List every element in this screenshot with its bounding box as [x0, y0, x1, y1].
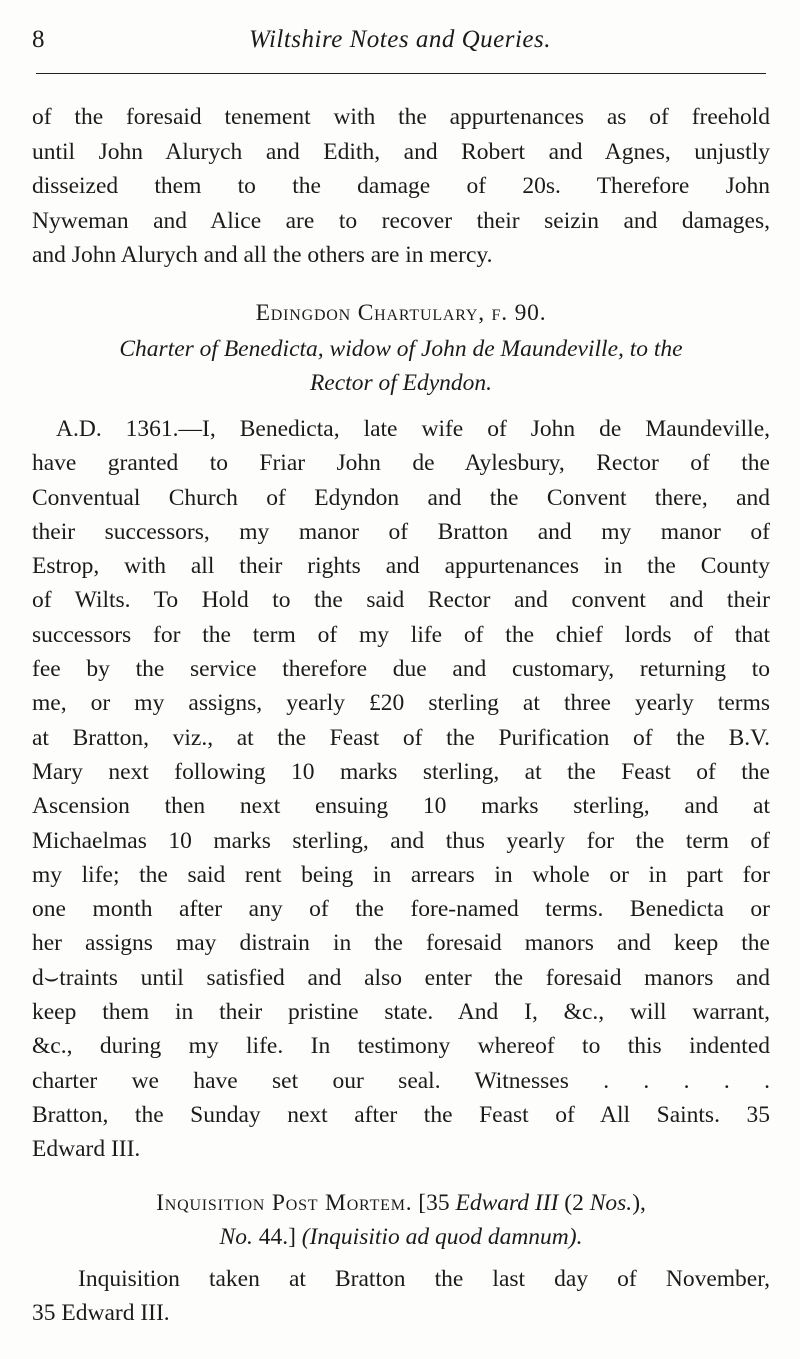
text-line: Inquisition taken at Bratton the last day of November,	[78, 1266, 770, 1292]
text-line: Michaelmas 10 marks sterling, and thus yearly for the term of	[32, 827, 770, 854]
running-header	[0, 0, 800, 80]
section-heading-inquisition	[32, 1186, 770, 1254]
paragraph-continuation	[32, 100, 770, 273]
text-line: their successors, my manor of Bratton and my manor of	[32, 518, 770, 545]
text-line: my life; the said rent being in arrears in whole or in part for	[32, 861, 770, 888]
subheading-line: Rector of Edyndon.	[309, 370, 493, 396]
heading-smallcaps: Inquisition Post Mortem.	[156, 1190, 413, 1216]
page-number: 8	[32, 26, 45, 53]
text-line: keep them in their pristine state. And I, &c., will warrant,	[32, 999, 770, 1026]
text-line: Edward III.	[32, 1136, 141, 1163]
heading-italic: (Inquisitio ad quod damnum).	[301, 1224, 583, 1250]
text-line: Conventual Church of Edyndon and the Convent there, and	[32, 484, 770, 511]
text-line: Mary next following 10 marks sterling, at the Feast of the	[32, 758, 770, 785]
text-line: of Wilts. To Hold to the said Rector and convent and their	[32, 587, 770, 614]
text-line: have granted to Friar John de Aylesbury, Rector of the	[32, 450, 770, 477]
text-line: until John Alurych and Edith, and Robert and Agnes, unjustly	[32, 138, 770, 165]
text-line: charter we have set our seal. Witnesses . . . . .	[32, 1067, 770, 1094]
text-line: &c., during my life. In testimony whereof to this indented	[32, 1033, 770, 1060]
heading-text: ),	[632, 1190, 646, 1216]
text-line: me, or my assigns, yearly £20 sterling at three yearly terms	[32, 690, 770, 717]
heading-italic: Edward III	[455, 1190, 559, 1216]
subheading-line: Charter of Benedicta, widow of John de Maundeville, to the	[119, 336, 683, 362]
text-line: successors for the term of my life of the chief lords of that	[32, 621, 770, 648]
text-line: 35 Edward III.	[32, 1300, 170, 1326]
inquisition-paragraph	[32, 1262, 770, 1330]
charter-paragraph	[32, 412, 770, 1167]
section-subheading-charter	[32, 332, 770, 400]
text-line: Estrop, with all their rights and appurtenances in the County	[32, 553, 770, 580]
text-line: Nyweman and Alice are to recover their seizin and damages,	[32, 207, 770, 234]
heading-text: 44.]	[252, 1224, 302, 1250]
text-line: disseized them to the damage of 20s. Therefore John	[32, 173, 770, 199]
running-title: Wiltshire Notes and Queries.	[249, 26, 551, 53]
text-line: Ascension then next ensuing 10 marks sterling, and at	[32, 793, 770, 820]
heading-italic: Nos.	[589, 1190, 633, 1216]
text-line: A.D. 1361.—I, Benedicta, late wife of John de Maundeville,	[56, 416, 770, 442]
text-line: at Bratton, viz., at the Feast of the Purification of the B.V.	[32, 724, 770, 751]
heading-text: (2	[558, 1190, 590, 1216]
heading-text: [35	[418, 1190, 456, 1216]
text-line: and John Alurych and all the others are in mercy.	[32, 242, 493, 268]
heading-line	[32, 1186, 770, 1220]
text-line: of the foresaid tenement with the appurtenances as of freehold	[32, 104, 770, 130]
heading-italic: No.	[219, 1224, 253, 1250]
text-line: d⌣traints until satisfied and also enter the foresaid manors and	[32, 964, 770, 991]
section-heading-chartulary: Edingdon Chartulary, f. 90.	[255, 300, 547, 326]
text-line: one month after any of the fore-named terms. Benedicta or	[32, 896, 770, 923]
text-line: her assigns may distrain in the foresaid manors and keep the	[32, 930, 770, 957]
text-line: Bratton, the Sunday next after the Feast of All Saints. 35	[32, 1101, 770, 1128]
text-line: fee by the service therefore due and customary, returning to	[32, 656, 770, 683]
heading-line	[32, 1220, 770, 1254]
header-rule	[36, 73, 766, 74]
